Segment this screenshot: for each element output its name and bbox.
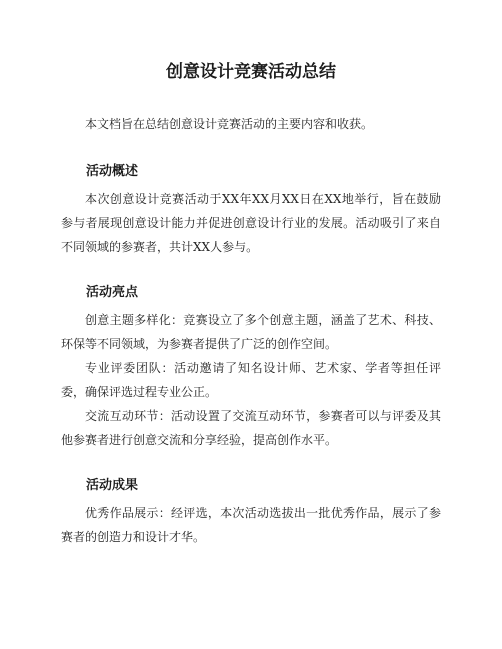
section-heading-highlights: 活动亮点 [86,285,139,300]
document-title: 创意设计竞赛活动总结 [166,62,336,82]
section-overview [61,162,441,259]
section-highlights [61,283,441,452]
highlight-paragraph-interaction: 交流互动环节：活动设置了交流互动环节，参赛者可以与评委及其他参赛者进行创意交流和分享经验，提高创作水平。 [61,409,441,447]
results-paragraph-showcase: 优秀作品展示：经评选，本次活动选拔出一批优秀作品，展示了参赛者的创造力和设计才华。 [61,506,441,544]
section-results [61,476,441,549]
section-heading-results: 活动成果 [86,478,139,493]
highlight-paragraph-judges: 专业评委团队：活动邀请了知名设计师、艺术家、学者等担任评委，确保评选过程专业公正。 [61,361,441,399]
intro-paragraph: 本文档旨在总结创意设计竞赛活动的主要内容和收获。 [85,117,374,131]
highlight-paragraph-themes: 创意主题多样化：竞赛设立了多个创意主题，涵盖了艺术、科技、环保等不同领域，为参赛者提供了广泛的创作空间。 [61,313,441,351]
overview-paragraph: 本次创意设计竞赛活动于XX年XX月XX日在XX地举行，旨在鼓励参与者展现创意设计能力并促进创意设计行业的发展。活动吸引了来自不同领域的参赛者，共计XX人参与。 [61,192,441,254]
section-heading-overview: 活动概述 [86,164,139,179]
